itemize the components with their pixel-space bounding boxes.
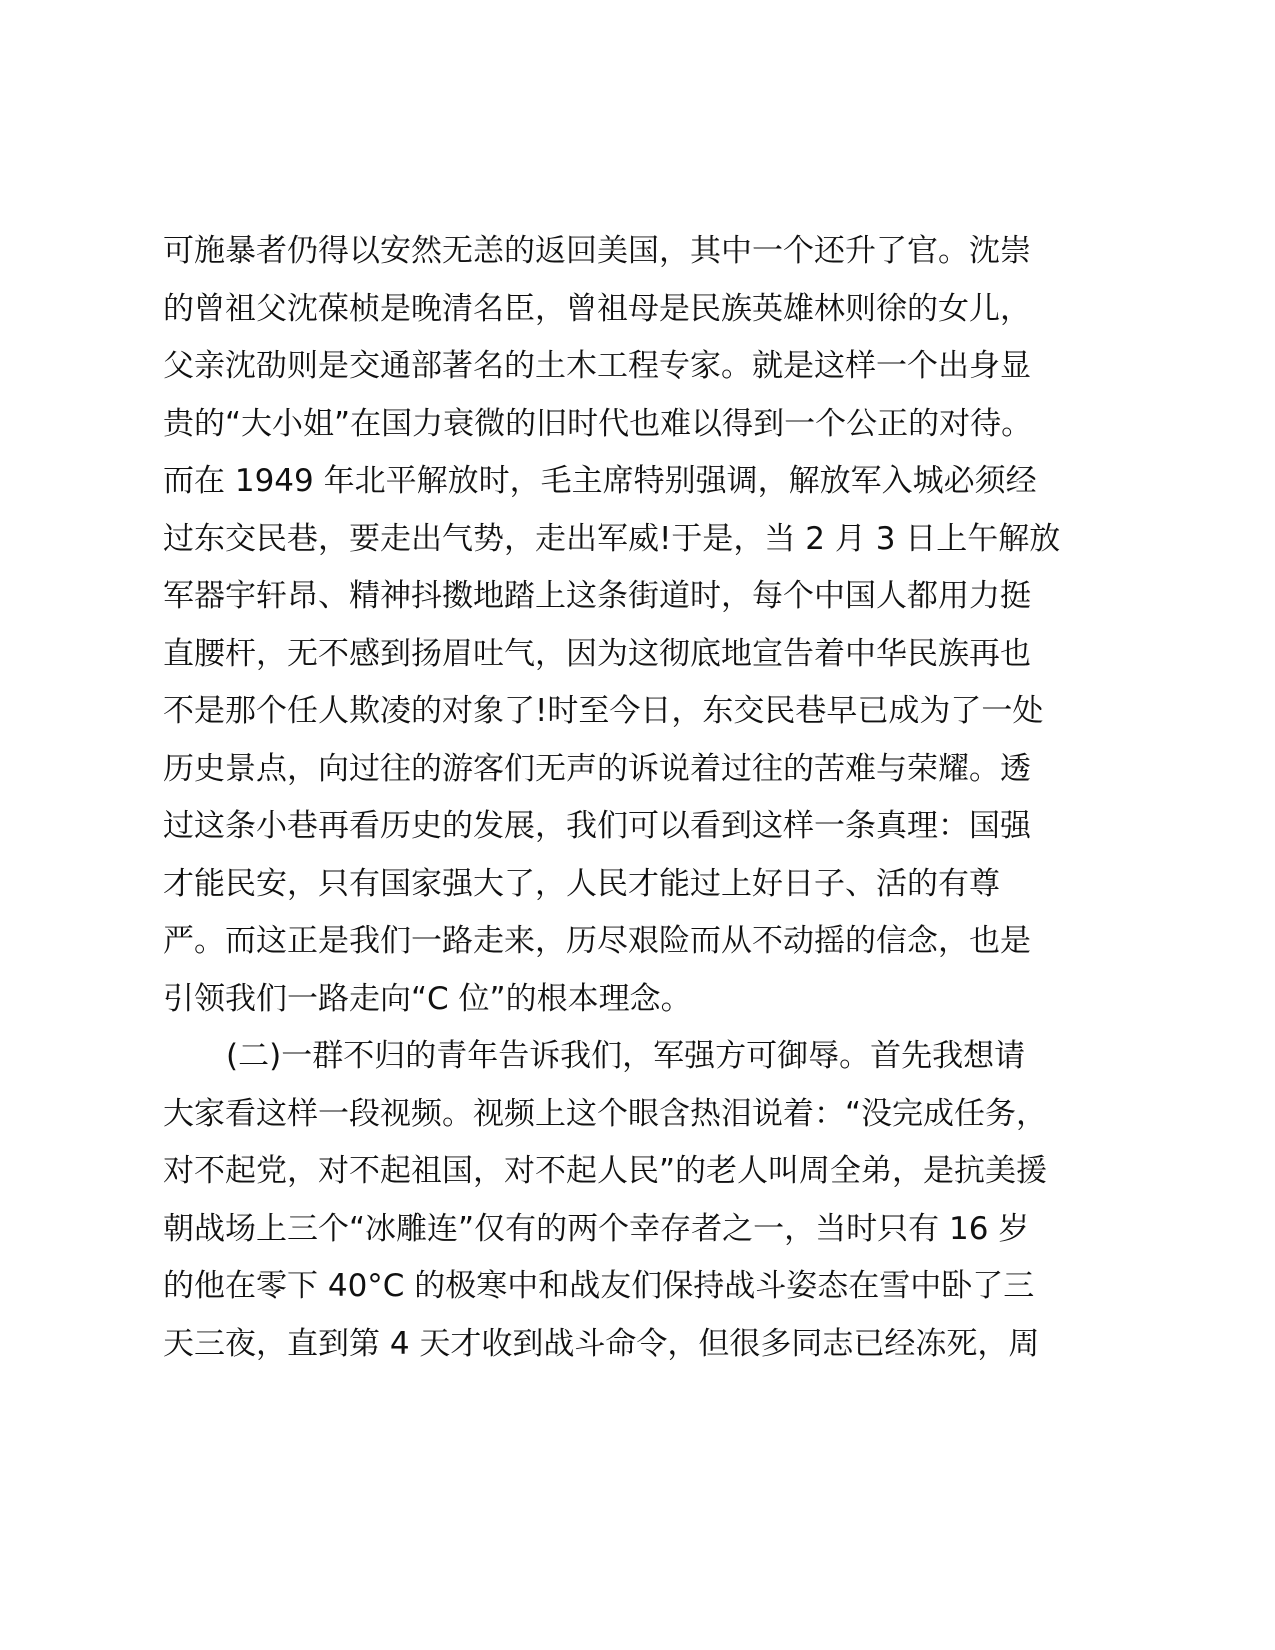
text-line: 不是那个任人欺凌的对象了!时至今日，东交民巷早已成为了一处 bbox=[163, 693, 1044, 729]
text-line: 天三夜，直到第 4 天才收到战斗命令，但很多同志已经冻死，周 bbox=[163, 1325, 1040, 1362]
text-line: 而在 1949 年北平解放时，毛主席特别强调，解放军入城必须经 bbox=[163, 463, 1037, 499]
text-line: 大家看这样一段视频。视频上这个眼含热泪说着：“没完成任务， bbox=[163, 1095, 1048, 1132]
text-line: 过东交民巷，要走出气势，走出军威!于是，当 2 月 3 日上午解放 bbox=[163, 520, 1061, 557]
text-line: 引领我们一路走向“C 位”的根本理念。 bbox=[163, 980, 692, 1017]
paragraph-start-line: (二)一群不归的青年告诉我们，军强方可御辱。首先我想请 bbox=[226, 1038, 1026, 1074]
text-line: 的曾祖父沈葆桢是晚清名臣，曾祖母是民族英雄林则徐的女儿， bbox=[163, 290, 1031, 327]
text-line: 贵的“大小姐”在国力衰微的旧时代也难以得到一个公正的对待。 bbox=[163, 405, 1033, 442]
text-line: 朝战场上三个“冰雕连”仅有的两个幸存者之一，当时只有 16 岁 bbox=[163, 1210, 1030, 1247]
text-line: 才能民安，只有国家强大了，人民才能过上好日子、活的有尊 bbox=[163, 865, 1000, 902]
text-line: 直腰杆，无不感到扬眉吐气，因为这彻底地宣告着中华民族再也 bbox=[163, 635, 1031, 672]
text-line: 历史景点，向过往的游客们无声的诉说着过往的苦难与荣耀。透 bbox=[163, 750, 1031, 787]
text-line: 父亲沈劭则是交通部著名的土木工程专家。就是这样一个出身显 bbox=[163, 348, 1031, 384]
body-text bbox=[163, 223, 1123, 1373]
text-line: 过这条小巷再看历史的发展，我们可以看到这样一条真理：国强 bbox=[163, 808, 1031, 844]
text-line: 军器宇轩昂、精神抖擞地踏上这条街道时，每个中国人都用力挺 bbox=[163, 578, 1031, 614]
text-line: 的他在零下 40°C 的极寒中和战友们保持战斗姿态在雪中卧了三 bbox=[163, 1268, 1035, 1304]
text-line: 可施暴者仍得以安然无恙的返回美国，其中一个还升了官。沈崇 bbox=[163, 233, 1031, 269]
text-line: 严。而这正是我们一路走来，历尽艰险而从不动摇的信念，也是 bbox=[163, 923, 1031, 959]
text-line: 对不起党，对不起祖国，对不起人民”的老人叫周全弟，是抗美援 bbox=[163, 1153, 1048, 1189]
